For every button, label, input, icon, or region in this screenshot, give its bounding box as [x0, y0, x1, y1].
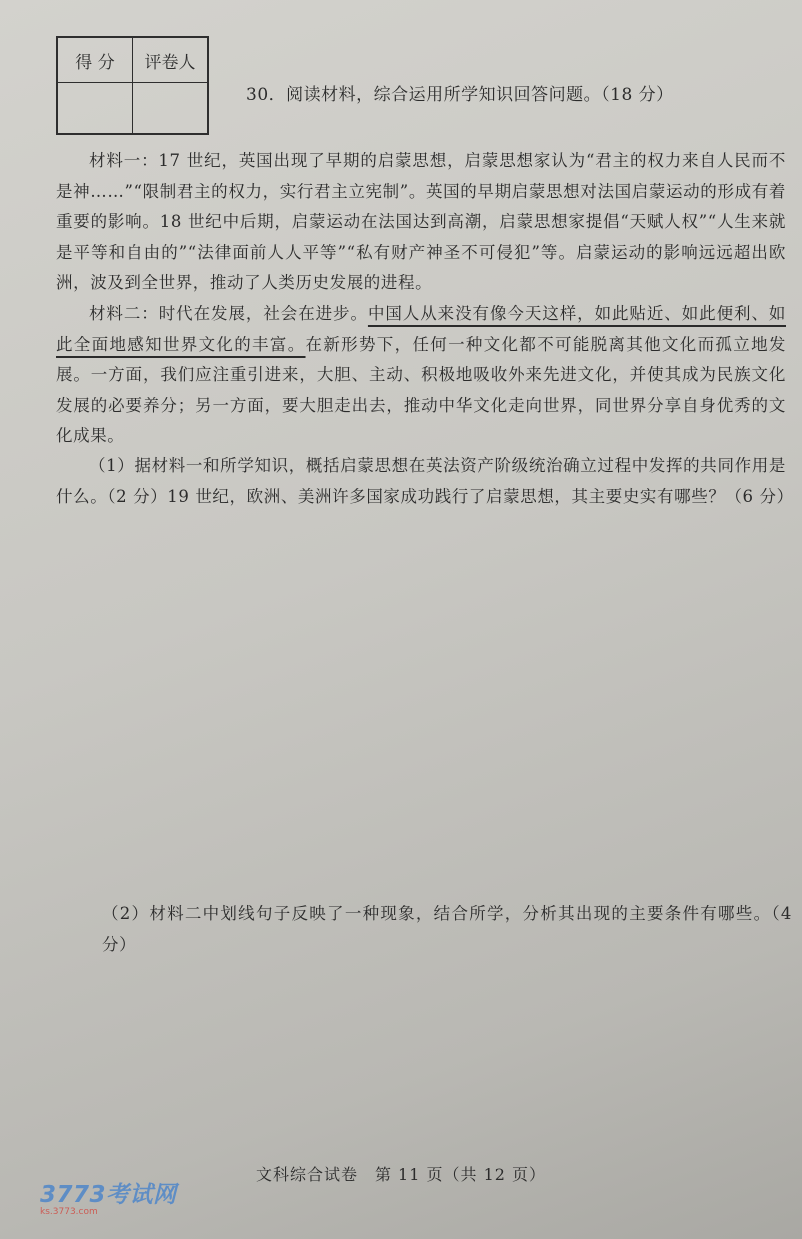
- material-two: [56, 299, 786, 452]
- grader-label: 评卷人: [133, 37, 209, 83]
- material-two-rest: 在新形势下，任何一种文化都不可能脱离其他文化而孤立地发展。一方面，我们应注重引进来，大胆、主动、积极地吸收外来先进文化，并使其成为民族文化发展的必要养分；另一方面，要大胆走出去，推动中华文化走向世界，同世界分享自身优秀的文化成果。: [56, 334, 786, 446]
- watermark-logo-text: 3773考试网: [40, 1182, 177, 1208]
- page-footer: 文科综合试卷 第 11 页（共 12 页）: [255, 1165, 547, 1184]
- material-two-underlined-sentence: 中国人从来没有像今天这样，如此贴近、如此便利、如此全面地感知世界文化的丰富。: [56, 304, 786, 354]
- question-two: （2）材料二中划线句子反映了一种现象，结合所学，分析其出现的主要条件有哪些。（4 分）: [102, 904, 792, 954]
- material-one: 材料一：17 世纪，英国出现了早期的启蒙思想，启蒙思想家认为“君主的权力来自人民而不是神……”“限制君主的权力，实行君主立宪制”。英国的早期启蒙思想对法国启蒙运动的形成有着重要的影响。18 世纪中后期，启蒙运动在法国达到高潮，启蒙思想家提倡“天赋人权”“人生来就是平等和自由的”“法律面前人人平等”“私有财产神圣不可侵犯”等。启蒙运动的影响远远超出欧洲，波及到全世界，推动了人类历史发展的进程。: [56, 151, 786, 293]
- score-table: [56, 36, 209, 135]
- watermark-sub-text: ks.3773.com: [40, 1207, 98, 1217]
- score-cell: [57, 83, 133, 135]
- watermark-logo: [40, 1176, 180, 1224]
- score-label: 得 分: [57, 37, 133, 83]
- grader-cell: [133, 83, 209, 135]
- question-title: 30．阅读材料，综合运用所学知识回答问题。（18 分）: [246, 85, 674, 105]
- question-one: （1）据材料一和所学知识，概括启蒙思想在英法资产阶级统治确立过程中发挥的共同作用是什么。（2 分）19 世纪，欧洲、美洲许多国家成功践行了启蒙思想，其主要史实有哪些？（6 分）: [56, 456, 794, 506]
- material-two-intro: 材料二：时代在发展，社会在进步。: [89, 304, 368, 323]
